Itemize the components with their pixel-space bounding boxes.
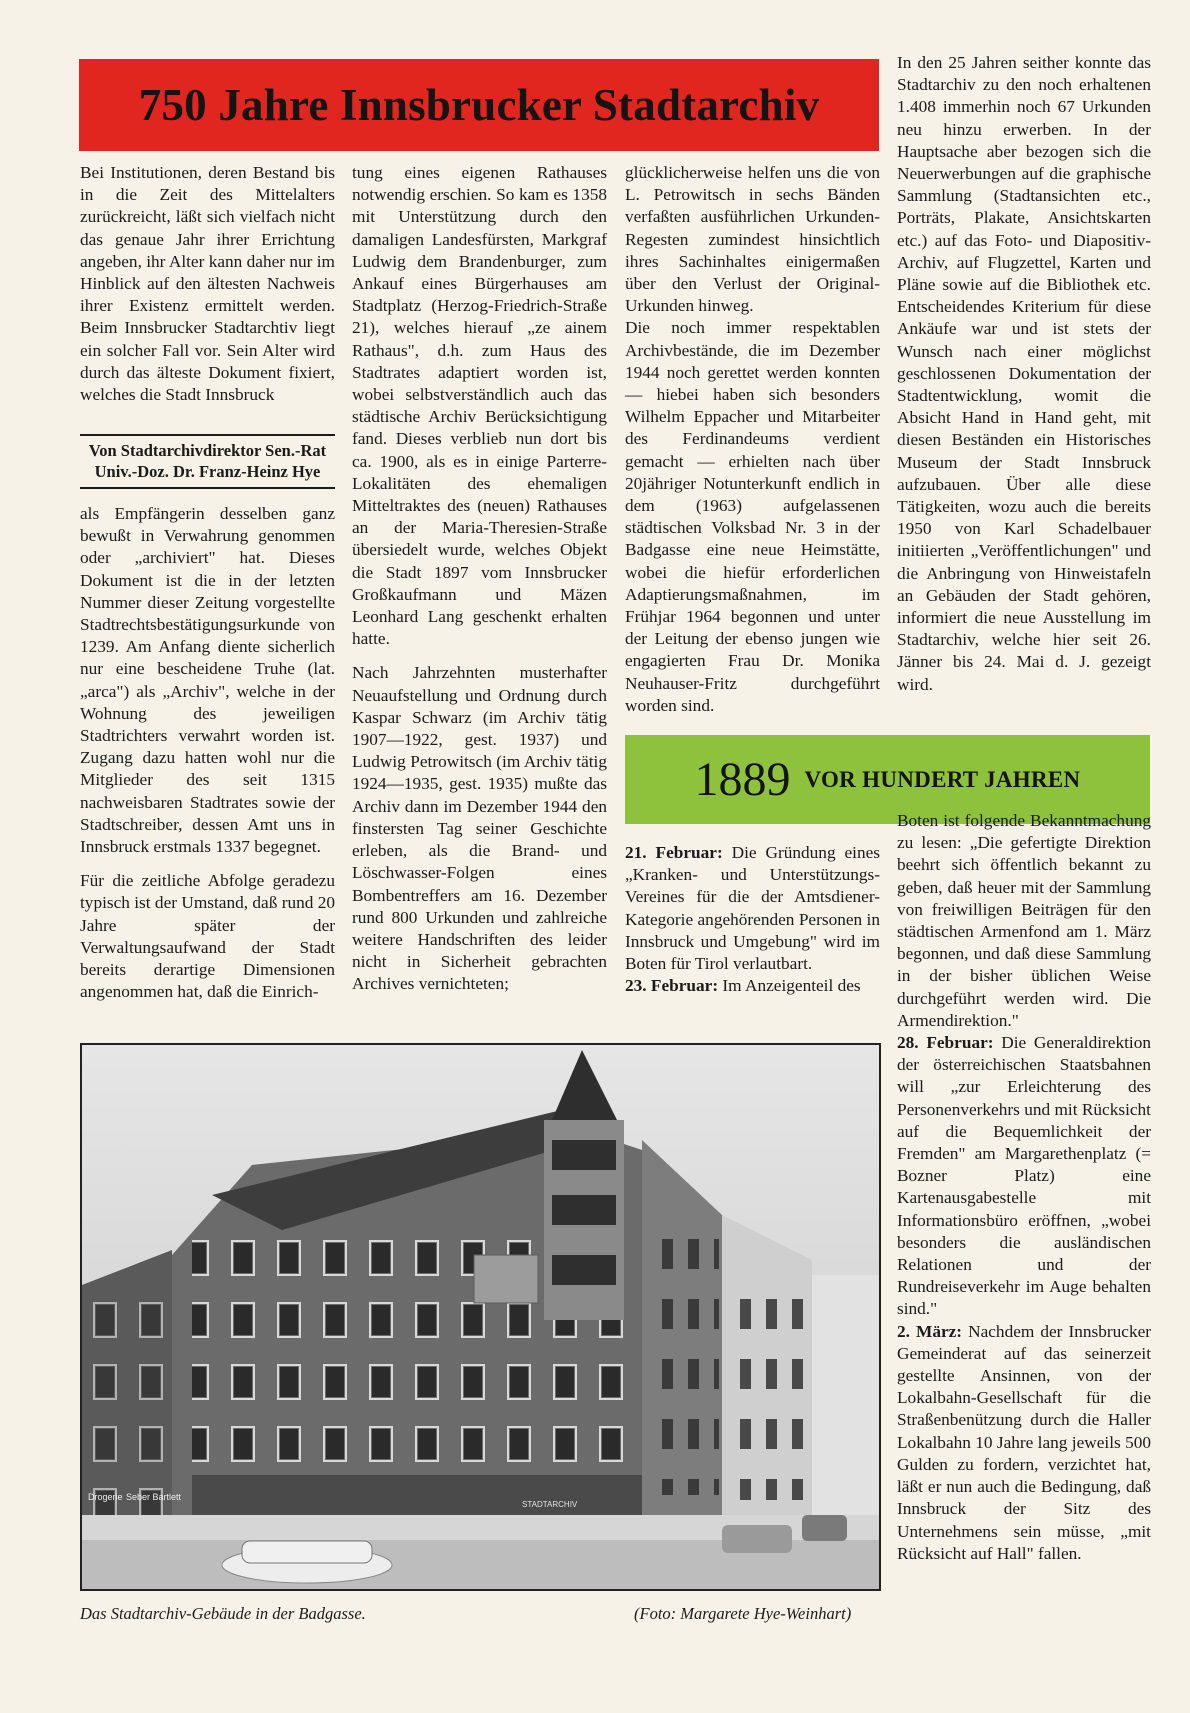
history-entry — [625, 975, 880, 997]
shop-sign-left: Drogerie — [88, 1492, 123, 1502]
author-byline — [80, 434, 335, 489]
history-entry — [897, 1032, 1151, 1321]
entry-text: Die Generaldirektion der österreichischen Staatsbahnen will „zur Erleichterung des Personenverkehrs und mit Rücksicht auf die Bequemlichkeit der Fremden" am Margarethenplatz (= Bozner Platz) eine Kartenausgabestelle mit Informationsbüro eröffnen, „wobei besonders die ausländischen Relationen und der Rundreiseverkehr im Auge behalten sind." — [897, 1033, 1151, 1319]
byline-line-2: Univ.-Doz. Dr. Franz-Heinz Hye — [94, 462, 321, 481]
history-heading: VOR HUNDERT JAHREN — [804, 766, 1081, 792]
article-paragraph: Für die zeitliche Abfolge geradezu typisch ist der Umstand, daß rund 20 Jahre später der Verwaltungsaufwand der Stadt bereits derartige Dimensionen angenommen hat, daß die Einrich- — [80, 871, 335, 1002]
article-paragraph: In den 25 Jahren seither konnte das Stadtarchiv zu den noch erhaltenen 1.408 immerhin noch 67 Urkunden neu hinzu erwerben. In der Hauptsache aber bezogen sich die Neuerwerbungen auf die graphische Sammlung (Stadtansichten etc., Porträts, Plakate, Ansichtskarten etc.) auf das Foto- und Diapositiv-Archiv, auf Flugzettel, Karten und Pläne sowie auf die Bibliothek etc. Entscheidendes Kriterium für diese Ankäufe war und ist stets der Wunsch nach einer möglichst geschlossenen Dokumentation der Stadtentwicklung, womit die Absicht Hand in Hand geht, mit diesen Beständen ein Historisches Museum der Stadt Innsbruck aufzubauen. Über alle diese Tätigkeiten, wozu auch die bereits 1950 von Karl Schadelbauer initiierten „Veröffentlichungen" und die Anbringung von Hinweistafeln an Gebäuden der Stadt gehören, informiert die neue Ausstellung im Stadtarchiv, welche hier seit 26. Jänner bis 24. Mai d. J. gezeigt wird. — [897, 53, 1151, 694]
article-column-4 — [897, 52, 1151, 696]
article-title-banner — [79, 59, 879, 151]
building-illustration — [82, 1045, 879, 1589]
photo-caption: Das Stadtarchiv-Gebäude in der Badgasse. — [80, 1604, 366, 1623]
entry-text: Die Gründung eines „Kranken- und Unterstützungs-Vereines für die der Amtsdiener-Kategorie angehörenden Personen in Innsbruck und Umgebung" wird im Boten für Tirol verlautbart. — [625, 843, 881, 974]
history-year: 1889 — [694, 753, 791, 806]
article-paragraph: Nach Jahrzehnten musterhafter Neuaufstellung und Ordnung durch Kaspar Schwarz (im Archiv tätig 1907—1922, gest. 1937) und Ludwig Petrowitsch (im Archiv tätig 1924—1935, gest. 1935) mußte das Archiv dann im Dezember 1944 den finstersten Tag seiner Geschichte erleben, als die Brand- und Löschwasser-Folgen eines Bombentreffers am 16. Dezember rund 800 Urkunden und zahlreiche weitere Handschriften des leider nicht in Sicherheit gebrachten Archives vernichteten; — [352, 663, 607, 994]
entry-text: Nachdem der Innsbrucker Gemeinderat auf das seinerzeit gestellte Ansinnen, von der Lokalbahn-Gesellschaft für die Straßenbenützung durch die Haller Lokalbahn 10 Jahre lang jeweils 500 Gulden zu fordern, verzichtet hat, läßt er nun auch die Bedingung, daß Innsbruck der Sitz des Unternehmens sein müsse, „mit Rücksicht auf Hall" fallen. — [897, 1321, 1152, 1563]
building-sign: STADTARCHIV — [522, 1500, 578, 1509]
history-column-right — [897, 810, 1151, 1565]
entry-date: 23. Februar: — [625, 976, 719, 996]
history-column-left — [625, 842, 880, 997]
photo-credit: (Foto: Margarete Hye-Weinhart) — [634, 1604, 852, 1623]
article-paragraph: Bei Institutionen, deren Bestand bis in die Zeit des Mittelalters zurückreicht, läßt sich vielfach nicht das genaue Jahr ihrer Errichtung angeben, ihr Alter kann daher nur im Hinblick auf den ältesten Nachweis ihrer Existenz ermittelt werden. Beim Innsbrucker Stadtarchtiv liegt ein solcher Fall vor. Sein Alter wird durch das älteste Dokument fixiert, welches die Stadt Innsbruck — [80, 163, 335, 405]
article-title: 750 Jahre Innsbrucker Stadtarchiv — [138, 80, 820, 130]
entry-date: 28. Februar: — [897, 1033, 994, 1053]
entry-text: Im Anzeigenteil des — [718, 976, 861, 996]
shop-sign-right: Seber Bartlett — [126, 1492, 182, 1502]
article-paragraph: Die noch immer respektablen Archivbestände, die im Dezember 1944 noch gerettet werden konnten — hiebei haben sich besonders Wilhelm Eppacher und Mitarbeiter des Ferdinandeums verdient gemacht — erhielten nach über 20jähriger Notunterkunft endlich in dem (1963) aufgelassenen städtischen Volksbad Nr. 3 in der Badgasse eine neue Heimstätte, wobei die hiefür erforderlichen Adaptierungsmaßnahmen, im Frühjar 1964 begonnen und unter der Leitung der ebenso jungen wie engagierten Frau Dr. Monika Neuhauser-Fritz durchgeführt worden sind. — [625, 318, 880, 715]
article-paragraph: als Empfängerin desselben ganz bewußt in Verwahrung genommen oder „archiviert" hat. Dieses Dokument ist die in der letzten Nummer dieser Zeitung vorgestellte Stadtrechtsbestätigungsurkunde von 1239. Am Anfang diente sicherlich nur eine bescheidene Truhe (lat. „arca") als „Archiv", welche in der Wohnung des jeweiligen Stadtrichters verwahrt worden ist. Zugang dazu hatten wohl nur die Mitglieder des seit 1315 nachweisbaren Stadtrates sowie der Stadtschreiber, dessen Amt uns in Innsbruck erstmals 1337 begegnet. — [80, 504, 335, 857]
article-column-2 — [352, 162, 607, 996]
history-entry-continued: Boten ist folgende Bekanntmachung zu lesen: „Die gefertigte Direktion beehrt sich öffentlich bekannt zu geben, daß heuer mit der Sammlung von freiwilligen Beiträgen für den städtischen Armenfond am 1. März begonnen, und daß diese Sammlung in der bisher üblichen Weise durchgeführt werden wird. Die Armendirektion." — [897, 811, 1151, 1030]
entry-date: 2. März: — [897, 1321, 963, 1341]
archive-building-photo — [80, 1043, 881, 1591]
article-column-1-continued — [80, 503, 335, 1003]
history-entry — [897, 1321, 1151, 1565]
article-column-3 — [625, 162, 880, 717]
article-paragraph: tung eines eigenen Rathauses notwendig erschien. So kam es 1358 mit Unterstützung durch den damaligen Landesfürsten, Markgraf Ludwig dem Brandenburger, zum Ankauf eines Bürgerhauses am Stadtplatz (Herzog-Friedrich-Straße 21), welches hierauf „ze ainem Rathaus", d.h. zum Haus des Stadtrates adaptiert worden ist, wobei selbstverständlich auch das städtische Archiv Berücksichtigung fand. Dieses verblieb nun dort bis ca. 1900, als es in einige Parterre-Lokalitäten des ehemaligen Mitteltraktes des (neuen) Rathauses an der Maria-Theresien-Straße übersiedelt wurde, welches Objekt die Stadt 1897 vom Innsbrucker Großkaufmann und Mäzen Leonhard Lang geschenkt erhalten hatte. — [352, 163, 607, 649]
history-entry — [625, 842, 880, 975]
article-paragraph: glücklicherweise helfen uns die von L. Petrowitsch in sechs Bänden verfaßten ausführlichen Urkunden-Regesten zumindest hinsichtlich ihres Sachinhaltes einigermaßen über den Verlust der Original-Urkunden hinweg. — [625, 163, 880, 316]
article-column-1 — [80, 162, 335, 406]
byline-line-1: Von Stadtarchivdirektor Sen.-Rat — [88, 441, 327, 460]
entry-date: 21. Februar: — [625, 843, 723, 862]
